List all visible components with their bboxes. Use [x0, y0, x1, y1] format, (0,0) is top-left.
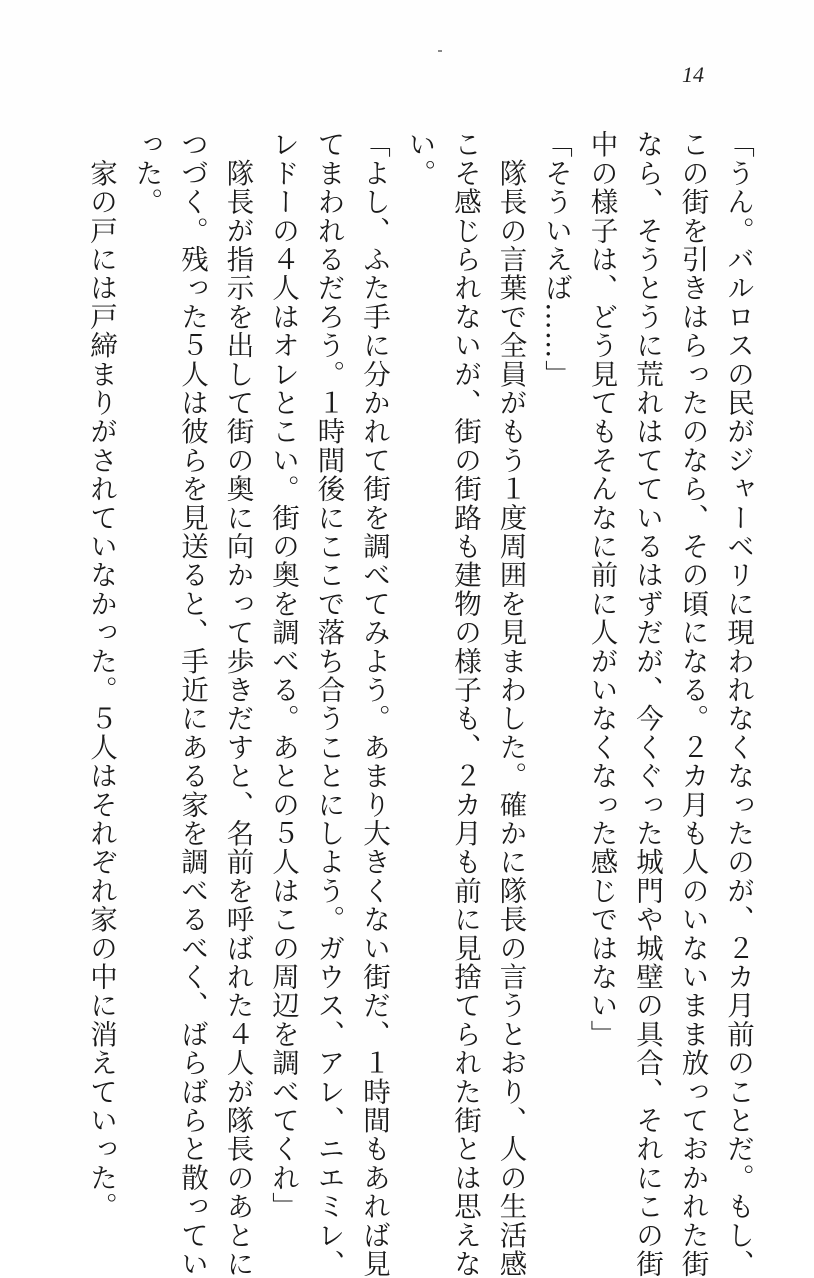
vertical-text-body — [85, 130, 760, 1278]
text-line: 「うん。バルロスの民がジャーベリに現われなくなったのが、２カ月前のことだ。もし、 — [722, 130, 754, 1278]
text-line: レドーの４人はオレとこい。街の奥を調べる。あとの５人はこの周辺を調べてくれ」 — [267, 130, 299, 1221]
text-line: い。 — [403, 130, 436, 188]
text-line: てまわれるだろう。１時間後にここで落ち合うことにしよう。ガウス、アレ、ニエミレ、 — [312, 130, 345, 1278]
text-line: 隊長の言葉で全員がもう１度周囲を見まわした。確かに隊長の言うとおり、人の生活感 — [494, 130, 527, 1278]
text-line: この街を引きはらったのなら、その頃になる。２カ月も人のいないまま放っておかれた街 — [676, 130, 709, 1278]
text-line: 隊長が指示を出して街の奥に向かって歩きだすと、名前を呼ばれた４人が隊長のあとに — [221, 130, 254, 1278]
text-line: 中の様子は、どう見てもそんなに前に人がいなくなった感じではない」 — [585, 130, 618, 1049]
scan-speck — [438, 50, 442, 52]
text-line: こそ感じられないが、街の街路も建物の様子も、２カ月も前に見捨てられた街とは思えな — [449, 130, 481, 1278]
text-line: 「よし、ふた手に分かれて街を調べてみよう。あまり大きくない街だ、１時間もあれば見 — [358, 130, 390, 1278]
text-line: った。 — [130, 130, 163, 217]
page-number: 14 — [682, 62, 704, 87]
text-line: なら、そうとうに荒れはてているはずだが、今くぐった城門や城壁の具合、それにこの街 — [631, 130, 663, 1278]
text-line: 「そういえば……」 — [540, 130, 572, 389]
text-line: つづく。残った５人は彼らを見送ると、手近にある家を調べるべく、ばらばらと散ってい — [176, 130, 208, 1278]
text-line: 家の戸には戸締まりがされていなかった。５人はそれぞれ家の中に消えていった。 — [85, 130, 117, 1221]
